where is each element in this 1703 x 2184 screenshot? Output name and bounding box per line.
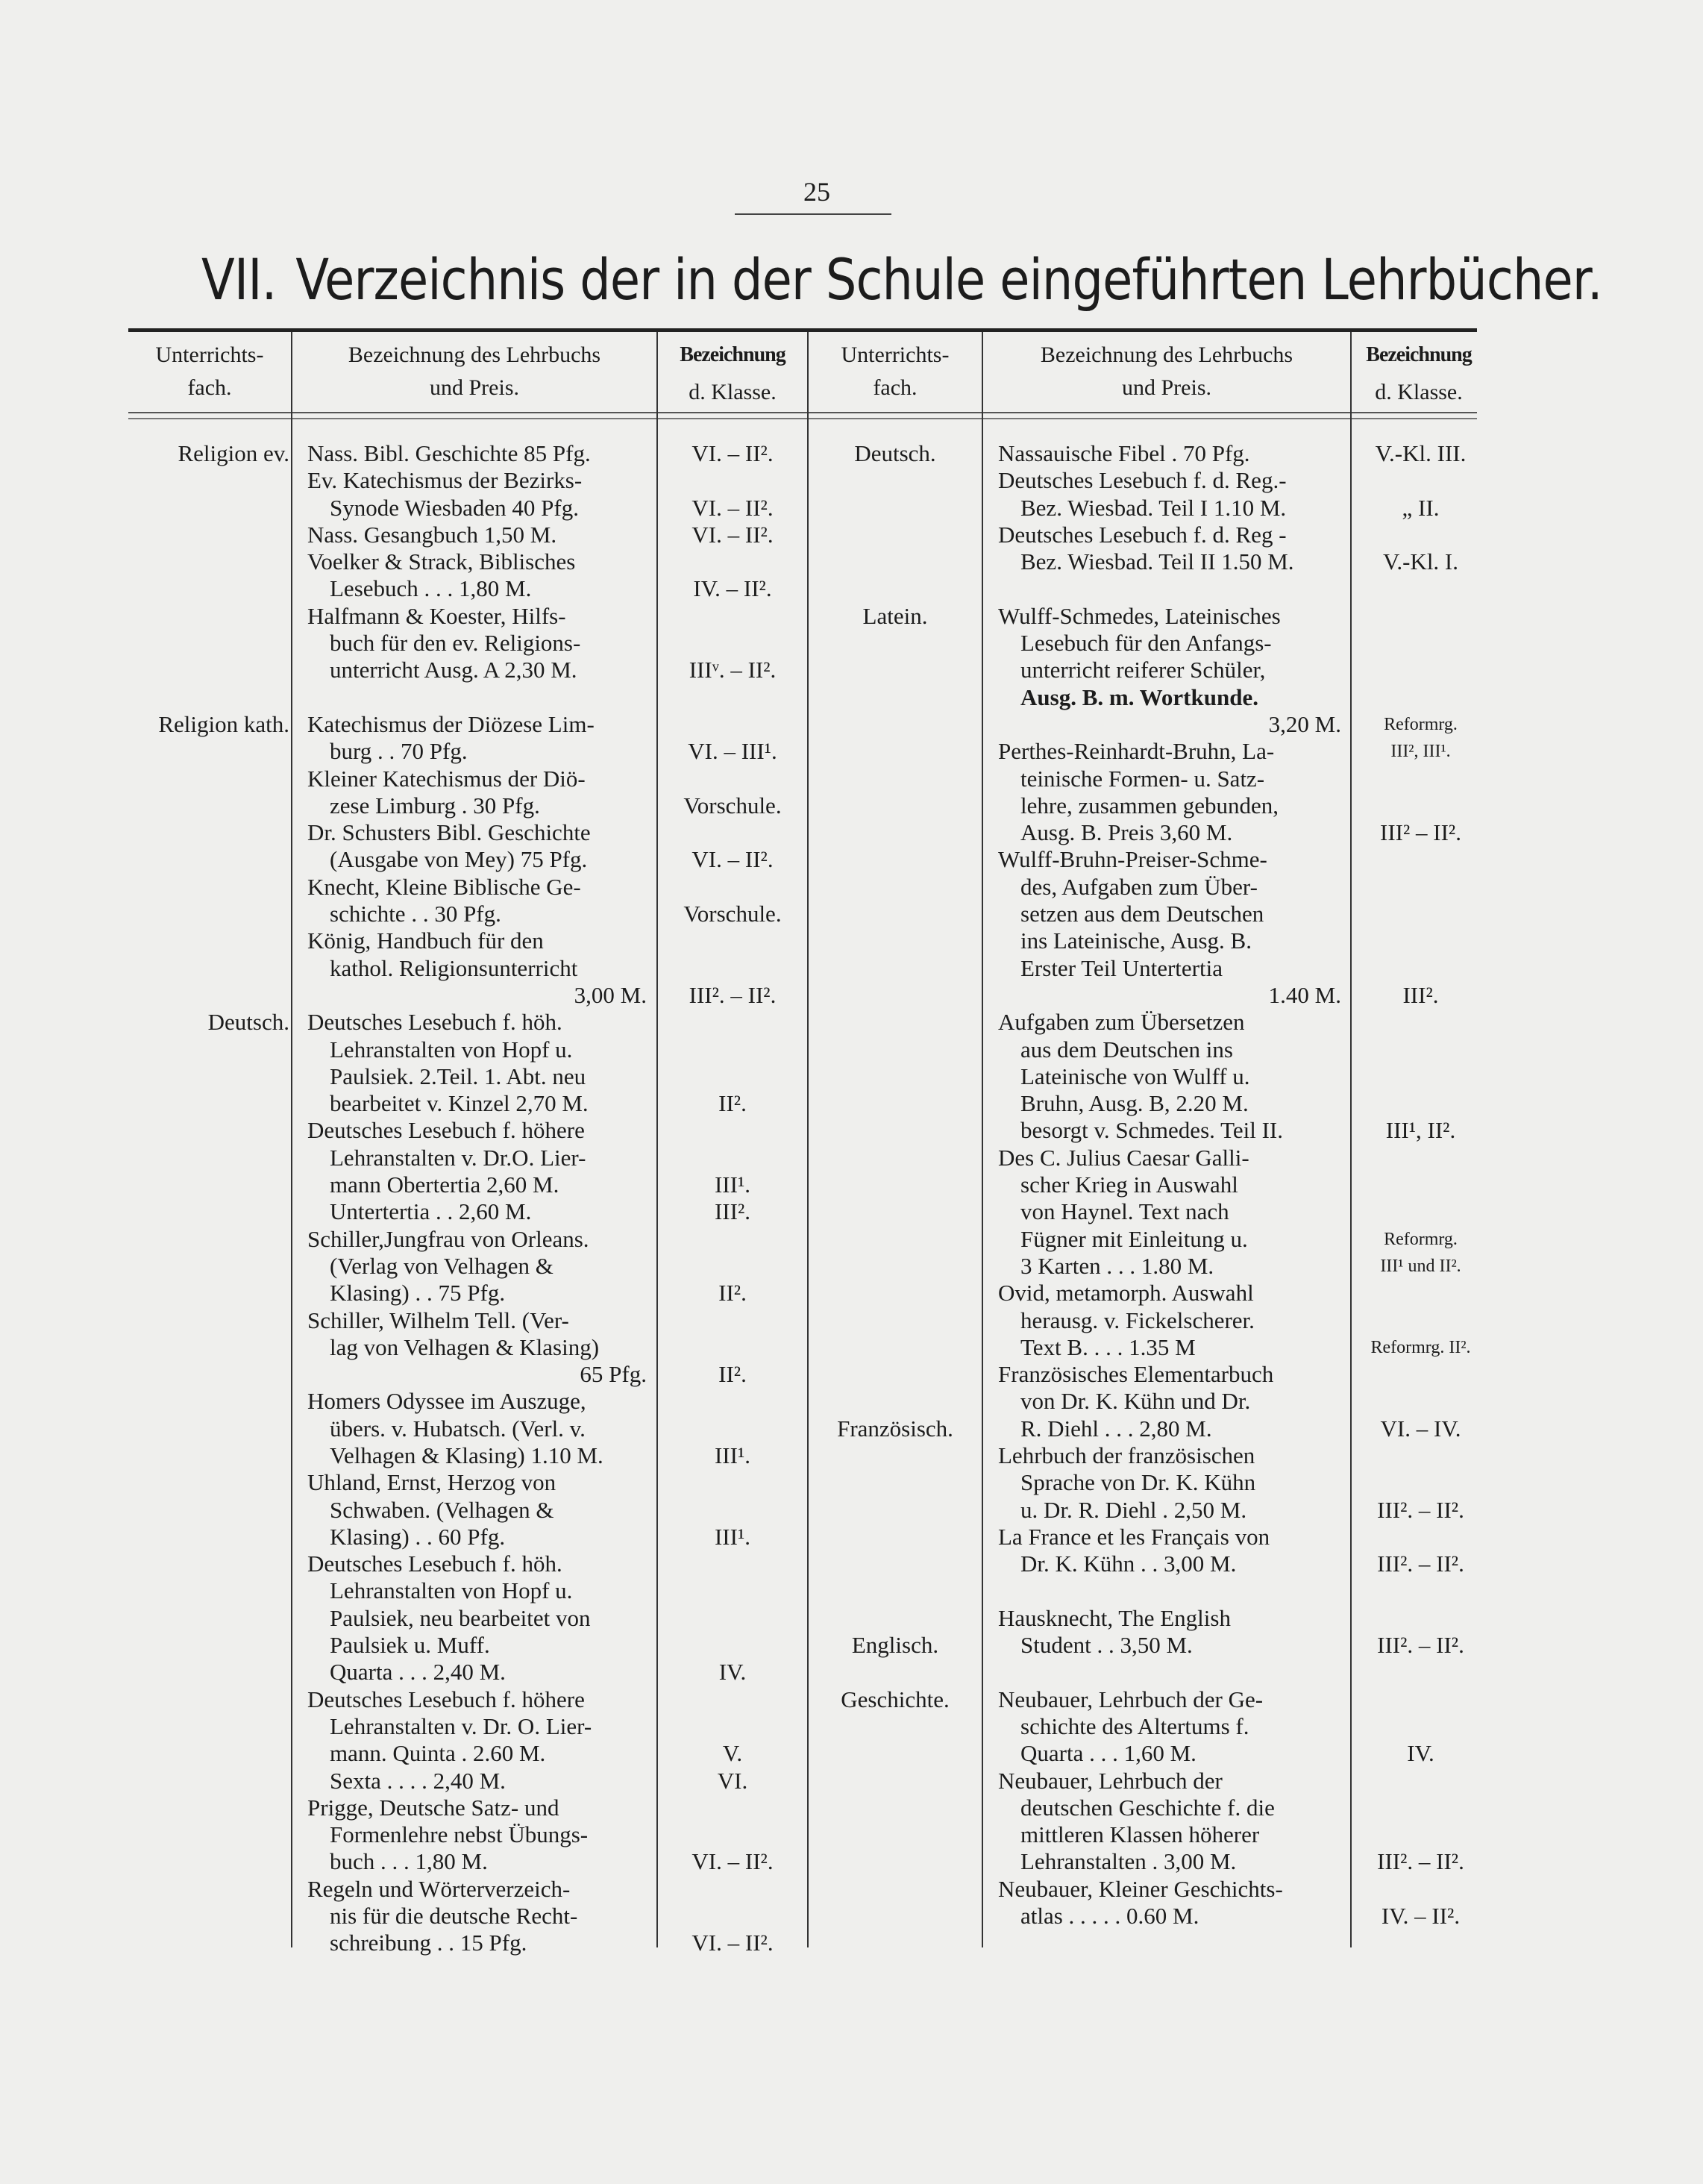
- right-class-line: [1352, 603, 1490, 630]
- table-top-rule: [128, 328, 1477, 332]
- left-book-line: Ev. Katechismus der Bezirks-: [307, 467, 583, 494]
- header-subject-left: Unterrichts- fach.: [155, 342, 264, 400]
- left-book-line: (Ausgabe von Mey) 75 Pfg.: [330, 846, 588, 873]
- left-class-line: IV.: [718, 1659, 747, 1686]
- right-book-line: Deutsches Lesebuch f. d. Reg -: [998, 521, 1287, 548]
- left-book-line: [307, 684, 647, 711]
- left-book-line: Schiller,Jungfrau von Orleans.: [307, 1225, 589, 1252]
- header-bottom-rule: [128, 412, 1477, 413]
- left-class-line: VI. – III¹.: [688, 738, 777, 765]
- left-class-line: [658, 1577, 807, 1604]
- header-class-left: Bezeichnung d. Klasse.: [680, 343, 785, 404]
- left-book-line: Voelker & Strack, Biblisches: [307, 548, 576, 575]
- left-class-line: VI. – II².: [691, 1930, 774, 1956]
- right-class-line: [1352, 874, 1490, 901]
- left-class-line: [658, 467, 807, 494]
- right-class-line: [1352, 1036, 1490, 1063]
- left-class-line: [658, 1605, 807, 1632]
- left-class-line: IIIᵛ. – II².: [689, 657, 777, 683]
- left-book-line: Katechismus der Diözese Lim-: [307, 710, 595, 737]
- right-book-line: 3 Karten . . . 1.80 M.: [1020, 1252, 1214, 1279]
- left-class-line: [658, 874, 807, 901]
- left-class-line: [658, 1145, 807, 1171]
- right-book-line: Deutsches Lesebuch f. d. Reg.-: [998, 467, 1287, 494]
- left-class-line: [658, 1632, 807, 1659]
- page-number-rule: [735, 213, 891, 215]
- right-book-column: [998, 440, 1341, 1930]
- right-book-line: teinische Formen- u. Satz-: [1020, 765, 1265, 792]
- header-book-right: Bezeichnung des Lehrbuchs und Preis.: [1040, 342, 1293, 400]
- left-book-line: Uhland, Ernst, Herzog von: [307, 1469, 556, 1496]
- left-book-line: Lesebuch . . . 1,80 M.: [330, 575, 532, 602]
- right-class-line: III². – II².: [1377, 1496, 1464, 1523]
- left-book-line: Klasing) . . 60 Pfg.: [330, 1523, 506, 1550]
- right-class-line: III². – II².: [1377, 1848, 1464, 1875]
- right-class-line: [1352, 955, 1490, 982]
- right-book-line: setzen aus dem Deutschen: [1020, 901, 1264, 927]
- right-class-line: III¹ und II².: [1380, 1256, 1461, 1276]
- right-book-line: Aufgaben zum Übersetzen: [998, 1009, 1245, 1036]
- right-class-line: III². – II².: [1377, 1632, 1464, 1659]
- left-class-line: [658, 711, 807, 738]
- right-book-line: Dr. K. Kühn . . 3,00 M.: [1020, 1551, 1237, 1577]
- left-book-line: Paulsiek u. Muff.: [330, 1632, 490, 1659]
- left-book-line: Deutsches Lesebuch f. höh.: [307, 1009, 562, 1036]
- right-class-line: [1352, 1821, 1490, 1848]
- left-class-line: [658, 1795, 807, 1821]
- right-book-line: aus dem Deutschen ins: [1020, 1036, 1233, 1063]
- left-class-line: [658, 766, 807, 792]
- left-book-line: buch für den ev. Religions-: [330, 630, 581, 657]
- right-class-line: [1352, 1307, 1490, 1334]
- left-subject-label: Religion ev.: [178, 440, 289, 466]
- left-book-line: 3,00 M.: [574, 981, 647, 1008]
- header-book-left: Bezeichnung des Lehrbuchs und Preis.: [348, 342, 601, 400]
- left-class-line: IV. – II².: [693, 575, 772, 602]
- left-book-line: mann. Quinta . 2.60 M.: [330, 1740, 546, 1767]
- left-book-line: kathol. Religionsunterricht: [330, 954, 578, 981]
- right-class-line: [1352, 1361, 1490, 1388]
- right-class-line: III¹, II².: [1385, 1117, 1456, 1144]
- left-class-line: [658, 1334, 807, 1361]
- right-class-line: [1352, 1280, 1490, 1307]
- right-class-line: [1352, 1469, 1490, 1496]
- right-class-line: V.-Kl. I.: [1382, 548, 1459, 575]
- left-book-line: König, Handbuch für den: [307, 927, 544, 954]
- left-class-line: [658, 684, 807, 711]
- right-class-line: VI. – IV.: [1380, 1415, 1461, 1442]
- left-class-line: [658, 1036, 807, 1063]
- right-class-line: [1352, 1388, 1490, 1415]
- right-class-line: [1352, 792, 1490, 819]
- left-book-line: Formenlehre nebst Übungs-: [330, 1821, 589, 1848]
- right-book-line: Nassauische Fibel . 70 Pfg.: [998, 440, 1250, 466]
- right-book-line: scher Krieg in Auswahl: [1020, 1171, 1238, 1198]
- left-class-line: III².: [714, 1198, 750, 1225]
- right-book-line: Bez. Wiesbad. Teil I 1.10 M.: [1020, 494, 1287, 521]
- right-book-line: Wulff-Bruhn-Preiser-Schme-: [998, 846, 1267, 873]
- left-book-line: Nass. Gesangbuch 1,50 M.: [307, 521, 557, 548]
- right-book-line: [998, 1577, 1341, 1604]
- left-class-line: [658, 819, 807, 846]
- right-book-line: Lehrbuch der französischen: [998, 1442, 1255, 1468]
- page-heading: [201, 246, 1602, 313]
- left-book-line: Lehranstalten von Hopf u.: [330, 1036, 573, 1063]
- right-class-line: [1352, 1768, 1490, 1795]
- left-class-line: [658, 1821, 807, 1848]
- right-class-line: [1352, 1577, 1490, 1604]
- left-book-line: Knecht, Kleine Biblische Ge-: [307, 873, 581, 900]
- right-book-line: herausg. v. Fickelscherer.: [1020, 1307, 1255, 1333]
- col-divider: [291, 332, 292, 1947]
- right-subject-label: Latein.: [862, 602, 928, 629]
- right-subject-label: Geschichte.: [841, 1686, 950, 1712]
- right-class-line: [1352, 684, 1490, 711]
- left-class-line: [658, 1388, 807, 1415]
- right-book-line: R. Diehl . . . 2,80 M.: [1020, 1415, 1212, 1442]
- right-class-line: [1352, 901, 1490, 927]
- left-book-line: Halfmann & Koester, Hilfs-: [307, 602, 566, 629]
- left-book-line: nis für die deutsche Recht-: [330, 1903, 578, 1930]
- left-book-line: Untertertia . . 2,60 M.: [330, 1198, 532, 1225]
- right-class-line: Reformrg.: [1384, 1229, 1458, 1249]
- left-class-line: VI. – II².: [691, 846, 774, 873]
- left-class-line: VI. – II².: [691, 1848, 774, 1875]
- left-class-column: [658, 440, 807, 1957]
- left-book-line: bearbeitet v. Kinzel 2,70 M.: [330, 1090, 589, 1117]
- left-class-line: [658, 927, 807, 954]
- right-class-line: IV.: [1407, 1740, 1434, 1767]
- left-class-line: [658, 1009, 807, 1036]
- left-book-line: schichte . . 30 Pfg.: [330, 901, 501, 927]
- left-class-line: VI.: [717, 1767, 748, 1794]
- left-class-line: [658, 1307, 807, 1334]
- left-book-line: Deutsches Lesebuch f. höh.: [307, 1551, 562, 1577]
- right-book-line: Text B. . . . 1.35 M: [1020, 1333, 1196, 1360]
- left-book-line: burg . . 70 Pfg.: [330, 738, 468, 765]
- right-book-line: u. Dr. R. Diehl . 2,50 M.: [1020, 1496, 1247, 1523]
- left-book-line: (Verlag von Velhagen &: [330, 1252, 553, 1279]
- left-book-line: 65 Pfg.: [580, 1361, 647, 1388]
- left-class-line: III². – II².: [689, 981, 777, 1008]
- right-class-line: [1352, 1605, 1490, 1632]
- right-book-line: [998, 1659, 1341, 1686]
- right-book-line: Bruhn, Ausg. B, 2.20 M.: [1020, 1090, 1249, 1117]
- right-book-line: Neubauer, Lehrbuch der: [998, 1767, 1223, 1794]
- left-book-line: Schiller, Wilhelm Tell. (Ver-: [307, 1307, 569, 1333]
- left-class-line: III¹.: [714, 1442, 750, 1468]
- left-class-line: [658, 1253, 807, 1280]
- right-book-line: des, Aufgaben zum Über-: [1020, 873, 1258, 900]
- left-book-line: Lehranstalten v. Dr. O. Lier-: [330, 1712, 592, 1739]
- col-divider: [982, 332, 983, 1947]
- left-class-line: [658, 1226, 807, 1253]
- right-class-line: [1352, 1009, 1490, 1036]
- left-class-line: III¹.: [714, 1171, 750, 1198]
- right-book-line: besorgt v. Schmedes. Teil II.: [1020, 1117, 1283, 1144]
- right-class-line: III² – II².: [1380, 819, 1461, 846]
- left-book-line: mann Obertertia 2,60 M.: [330, 1171, 559, 1198]
- left-book-line: Prigge, Deutsche Satz- und: [307, 1794, 559, 1821]
- right-book-line: Ausg. B. m. Wortkunde.: [1020, 683, 1258, 710]
- right-book-line: Perthes-Reinhardt-Bruhn, La-: [998, 738, 1275, 765]
- left-book-column: [307, 440, 647, 1957]
- right-class-line: V.-Kl. III.: [1375, 440, 1467, 466]
- left-class-line: [658, 1469, 807, 1496]
- left-subject-label: Religion kath.: [158, 711, 289, 737]
- right-subject-label: Englisch.: [851, 1632, 939, 1659]
- left-class-line: [658, 1497, 807, 1524]
- left-book-line: Sexta . . . . 2,40 M.: [330, 1767, 506, 1794]
- right-book-line: mittleren Klassen höherer: [1020, 1821, 1260, 1848]
- right-class-line: [1352, 1713, 1490, 1740]
- left-class-line: [658, 603, 807, 630]
- right-class-line: [1352, 1198, 1490, 1225]
- left-class-line: II².: [718, 1280, 747, 1307]
- left-class-line: VI. – II².: [691, 440, 774, 466]
- left-class-line: VI. – II².: [691, 521, 774, 548]
- right-class-line: Reformrg. II².: [1370, 1337, 1471, 1357]
- right-class-line: [1352, 657, 1490, 683]
- left-book-line: Dr. Schusters Bibl. Geschichte: [307, 819, 591, 846]
- left-class-line: Vorschule.: [683, 901, 782, 927]
- left-book-line: schreibung . . 15 Pfg.: [330, 1930, 527, 1956]
- right-book-line: lehre, zusammen gebunden,: [1020, 792, 1279, 819]
- right-class-line: [1352, 1442, 1490, 1469]
- right-book-line: Hausknecht, The English: [998, 1604, 1231, 1631]
- right-class-line: [1352, 467, 1490, 494]
- left-book-line: lag von Velhagen & Klasing): [330, 1333, 600, 1360]
- left-book-line: buch . . . 1,80 M.: [330, 1848, 488, 1875]
- left-class-line: [658, 1551, 807, 1577]
- right-book-line: deutschen Geschichte f. die: [1020, 1794, 1275, 1821]
- left-class-line: [658, 1903, 807, 1930]
- right-class-line: [1352, 927, 1490, 954]
- right-book-line: von Haynel. Text nach: [1020, 1198, 1229, 1225]
- left-book-line: Paulsiek, neu bearbeitet von: [330, 1604, 591, 1631]
- right-class-line: [1352, 1659, 1490, 1686]
- right-subject-label: Deutsch.: [854, 440, 936, 466]
- right-book-line: Lateinische von Wulff u.: [1020, 1063, 1250, 1089]
- left-class-line: [658, 1713, 807, 1740]
- left-book-line: übers. v. Hubatsch. (Verl. v.: [330, 1415, 586, 1442]
- left-book-line: Velhagen & Klasing) 1.10 M.: [330, 1442, 603, 1468]
- right-book-line: schichte des Altertums f.: [1020, 1712, 1249, 1739]
- right-class-line: Reformrg.: [1384, 714, 1458, 734]
- right-book-line: von Dr. K. Kühn und Dr.: [1020, 1388, 1251, 1415]
- right-book-line: unterricht reiferer Schüler,: [1020, 657, 1266, 683]
- right-book-line: Französisches Elementarbuch: [998, 1361, 1274, 1388]
- right-book-line: ins Lateinische, Ausg. B.: [1020, 927, 1252, 954]
- left-class-line: [658, 1686, 807, 1713]
- left-book-line: Quarta . . . 2,40 M.: [330, 1659, 506, 1686]
- left-subject-label: Deutsch.: [207, 1009, 289, 1036]
- header-class-right: Bezeichnung d. Klasse.: [1366, 343, 1472, 404]
- left-book-line: zese Limburg . 30 Pfg.: [330, 792, 540, 819]
- right-class-line: [1352, 522, 1490, 548]
- right-class-line: III². – II².: [1377, 1551, 1464, 1577]
- right-class-line: [1352, 1876, 1490, 1903]
- right-book-line: Fügner mit Einleitung u.: [1020, 1225, 1248, 1252]
- right-class-line: [1352, 1524, 1490, 1551]
- right-class-line: „ II.: [1402, 494, 1440, 521]
- left-book-line: Kleiner Katechismus der Diö-: [307, 765, 586, 792]
- right-book-line: Bez. Wiesbad. Teil II 1.50 M.: [1020, 548, 1294, 575]
- right-book-line: Erster Teil Untertertia: [1020, 954, 1223, 981]
- right-class-line: [1352, 766, 1490, 792]
- right-book-line: Neubauer, Kleiner Geschichts-: [998, 1875, 1283, 1902]
- right-book-line: Neubauer, Lehrbuch der Ge-: [998, 1686, 1264, 1712]
- heading-title: Verzeichnis der in der Schule eingeführten Lehrbücher.: [295, 246, 1602, 313]
- right-class-line: III².: [1402, 981, 1439, 1008]
- right-subject-label: Französisch.: [837, 1415, 953, 1442]
- left-book-line: Deutsches Lesebuch f. höhere: [307, 1117, 585, 1144]
- right-book-line: 3,20 M.: [1268, 710, 1341, 737]
- left-class-line: II².: [718, 1361, 747, 1388]
- left-book-line: Paulsiek. 2.Teil. 1. Abt. neu: [330, 1063, 586, 1089]
- right-class-line: [1352, 846, 1490, 873]
- right-class-line: [1352, 1145, 1490, 1171]
- right-book-line: La France et les Français von: [998, 1523, 1270, 1550]
- left-class-line: [658, 1876, 807, 1903]
- right-book-line: Ovid, metamorph. Auswahl: [998, 1280, 1254, 1307]
- right-class-line: [1352, 1795, 1490, 1821]
- left-class-line: [658, 548, 807, 575]
- left-book-line: Homers Odyssee im Auszuge,: [307, 1388, 586, 1415]
- right-book-line: Des C. Julius Caesar Galli-: [998, 1144, 1249, 1171]
- right-book-line: [998, 575, 1341, 602]
- right-class-line: [1352, 1090, 1490, 1117]
- left-class-line: II².: [718, 1090, 747, 1117]
- left-class-line: [658, 1063, 807, 1090]
- right-book-line: Lehranstalten . 3,00 M.: [1020, 1848, 1237, 1875]
- right-class-line: [1352, 1171, 1490, 1198]
- left-class-line: III¹.: [714, 1523, 750, 1550]
- left-book-line: Schwaben. (Velhagen &: [330, 1496, 554, 1523]
- right-book-line: Quarta . . . 1,60 M.: [1020, 1740, 1197, 1767]
- right-class-line: [1352, 575, 1490, 602]
- left-class-line: V.: [722, 1740, 743, 1767]
- right-book-line: 1.40 M.: [1268, 981, 1341, 1008]
- right-class-line: [1352, 630, 1490, 657]
- left-book-line: Synode Wiesbaden 40 Pfg.: [330, 494, 579, 521]
- page-number: 25: [803, 177, 830, 207]
- right-book-line: atlas . . . . . 0.60 M.: [1020, 1903, 1199, 1930]
- left-class-line: Vorschule.: [683, 792, 782, 819]
- right-class-column: [1352, 440, 1490, 1930]
- left-class-line: [658, 630, 807, 657]
- left-book-line: Regeln und Wörterverzeich-: [307, 1875, 571, 1902]
- left-book-line: Deutsches Lesebuch f. höhere: [307, 1686, 585, 1712]
- left-class-line: [658, 1117, 807, 1144]
- right-book-line: Student . . 3,50 M.: [1020, 1632, 1193, 1659]
- left-book-line: Lehranstalten von Hopf u.: [330, 1577, 573, 1604]
- right-book-line: Ausg. B. Preis 3,60 M.: [1020, 819, 1233, 846]
- right-class-line: IV. – II².: [1381, 1903, 1461, 1930]
- header-bottom-rule-2: [128, 418, 1477, 419]
- right-class-line: [1352, 1686, 1490, 1713]
- right-class-line: III², III¹.: [1390, 742, 1451, 762]
- heading-numeral: VII.: [201, 246, 277, 313]
- right-book-line: Wulff-Schmedes, Lateinisches: [998, 602, 1281, 629]
- right-class-line: [1352, 1063, 1490, 1090]
- header-subject-right: Unterrichts- fach.: [841, 342, 950, 400]
- left-class-line: [658, 955, 807, 982]
- left-book-line: Nass. Bibl. Geschichte 85 Pfg.: [307, 440, 591, 466]
- right-book-line: Lesebuch für den Anfangs-: [1020, 630, 1272, 657]
- right-book-line: Sprache von Dr. K. Kühn: [1020, 1469, 1256, 1496]
- left-book-line: Klasing) . . 75 Pfg.: [330, 1280, 506, 1307]
- left-book-line: unterricht Ausg. A 2,30 M.: [330, 657, 577, 683]
- left-book-line: Lehranstalten v. Dr.O. Lier-: [330, 1144, 586, 1171]
- left-class-line: [658, 1415, 807, 1442]
- left-class-line: VI. – II².: [691, 494, 774, 521]
